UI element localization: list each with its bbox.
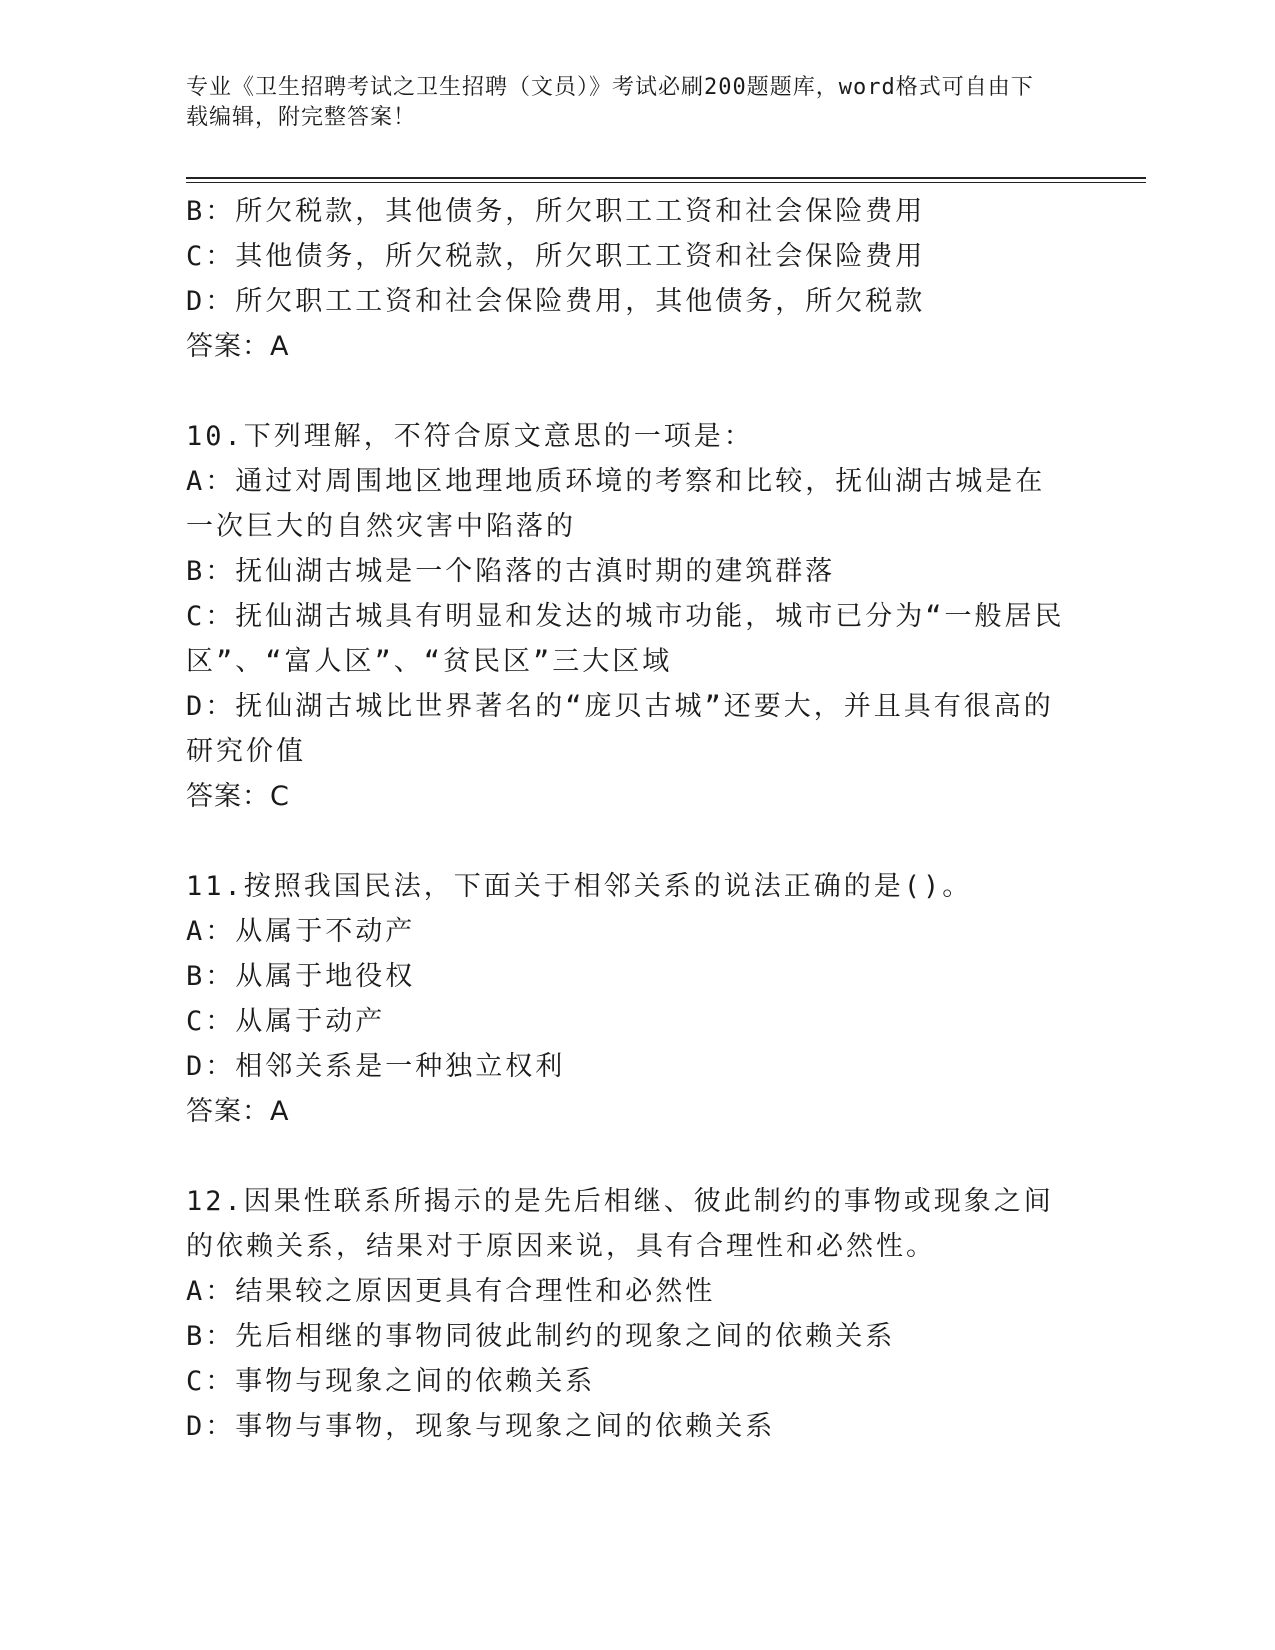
spacer [186,1134,1066,1179]
option-c: C：从属于动产 [186,1006,386,1037]
spacer [186,369,1066,414]
answer-line: 答案：A [186,331,290,362]
continued-question [186,189,1066,369]
answer-line: 答案：C [186,781,290,812]
question-12 [186,1179,1066,1449]
spacer [186,819,1066,864]
option-b: B：先后相继的事物同彼此制约的现象之间的依赖关系 [186,1321,896,1352]
option-a: A：结果较之原因更具有合理性和必然性 [186,1276,716,1307]
answer-line: 答案：A [186,1096,290,1127]
header-divider-thick [186,177,1146,179]
option-d: D：事物与事物，现象与现象之间的依赖关系 [186,1411,776,1442]
question-stem: 12.因果性联系所揭示的是先后相继、彼此制约的事物或现象之间的依赖关系，结果对于原因来说，具有合理性和必然性。 [186,1186,1054,1262]
option-a: A：从属于不动产 [186,916,416,947]
option-c: C：其他债务，所欠税款，所欠职工工资和社会保险费用 [186,241,926,272]
question-stem: 10.下列理解，不符合原文意思的一项是： [186,421,754,452]
document-header: 专业《卫生招聘考试之卫生招聘（文员）》考试必刷200题题库，word格式可自由下载编辑，附完整答案！ [186,75,1034,130]
header-divider-thin [186,182,1146,183]
option-a: A：通过对周围地区地理地质环境的考察和比较，抚仙湖古城是在一次巨大的自然灾害中陷落的 [186,466,1046,542]
question-stem: 11.按照我国民法，下面关于相邻关系的说法正确的是()。 [186,871,973,902]
option-b: B：抚仙湖古城是一个陷落的古滇时期的建筑群落 [186,556,836,587]
option-d: D：所欠职工工资和社会保险费用，其他债务，所欠税款 [186,286,926,317]
question-11 [186,864,1066,1134]
option-d: D：相邻关系是一种独立权利 [186,1051,566,1082]
option-b: B：从属于地役权 [186,961,416,992]
option-d: D：抚仙湖古城比世界著名的“庞贝古城”还要大，并且具有很高的研究价值 [186,691,1054,767]
question-content [186,189,1066,1449]
option-b: B：所欠税款，其他债务，所欠职工工资和社会保险费用 [186,196,926,227]
option-c: C：抚仙湖古城具有明显和发达的城市功能，城市已分为“一般居民区”、“富人区”、“贫民区”三大区域 [186,601,1065,677]
option-c: C：事物与现象之间的依赖关系 [186,1366,596,1397]
question-10 [186,414,1066,819]
